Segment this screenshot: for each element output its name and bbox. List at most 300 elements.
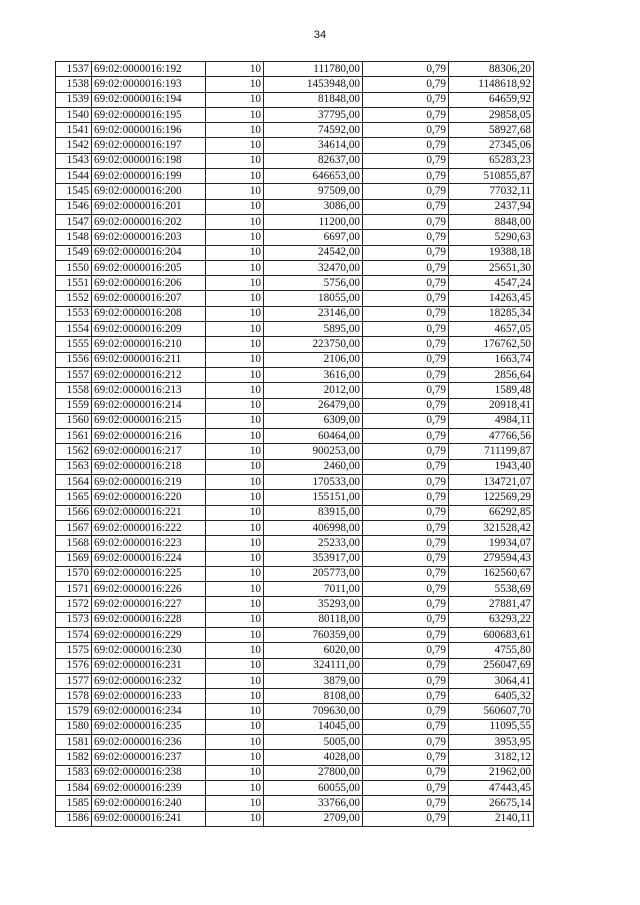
- row-number-cell: 1576: [56, 658, 92, 673]
- result-cell: 19934,07: [449, 536, 534, 551]
- table-row: [56, 658, 534, 673]
- result-cell: 25651,30: [449, 260, 534, 275]
- coefficient-cell: 0,79: [363, 260, 449, 275]
- cadastral-number-cell: 69:02:0000016:232: [92, 673, 206, 688]
- row-number-cell: 1547: [56, 214, 92, 229]
- result-cell: 321528,42: [449, 520, 534, 535]
- row-number-cell: 1579: [56, 704, 92, 719]
- table-row: [56, 597, 534, 612]
- group-cell: 10: [206, 184, 264, 199]
- coefficient-cell: 0,79: [363, 398, 449, 413]
- result-cell: 1943,40: [449, 459, 534, 474]
- cadastral-number-cell: 69:02:0000016:207: [92, 291, 206, 306]
- result-cell: 122569,29: [449, 490, 534, 505]
- row-number-cell: 1540: [56, 107, 92, 122]
- result-cell: 88306,20: [449, 62, 534, 77]
- row-number-cell: 1570: [56, 566, 92, 581]
- coefficient-cell: 0,79: [363, 245, 449, 260]
- group-cell: 10: [206, 77, 264, 92]
- result-cell: 2140,11: [449, 811, 534, 826]
- result-cell: 58927,68: [449, 123, 534, 138]
- result-cell: 560607,70: [449, 704, 534, 719]
- row-number-cell: 1557: [56, 367, 92, 382]
- group-cell: 10: [206, 475, 264, 490]
- row-number-cell: 1550: [56, 260, 92, 275]
- table-row: [56, 643, 534, 658]
- table-row: [56, 138, 534, 153]
- group-cell: 10: [206, 62, 264, 77]
- row-number-cell: 1555: [56, 337, 92, 352]
- row-number-cell: 1565: [56, 490, 92, 505]
- table-row: [56, 62, 534, 77]
- row-number-cell: 1564: [56, 475, 92, 490]
- value-cell: 709630,00: [264, 704, 363, 719]
- group-cell: 10: [206, 796, 264, 811]
- cadastral-number-cell: 69:02:0000016:208: [92, 306, 206, 321]
- cadastral-number-cell: 69:02:0000016:218: [92, 459, 206, 474]
- group-cell: 10: [206, 520, 264, 535]
- value-cell: 81848,00: [264, 92, 363, 107]
- table-row: [56, 123, 534, 138]
- coefficient-cell: 0,79: [363, 352, 449, 367]
- cadastral-number-cell: 69:02:0000016:228: [92, 612, 206, 627]
- group-cell: 10: [206, 597, 264, 612]
- value-cell: 760359,00: [264, 627, 363, 642]
- row-number-cell: 1586: [56, 811, 92, 826]
- row-number-cell: 1561: [56, 429, 92, 444]
- cadastral-number-cell: 69:02:0000016:226: [92, 582, 206, 597]
- group-cell: 10: [206, 153, 264, 168]
- table-row: [56, 520, 534, 535]
- table-row: [56, 245, 534, 260]
- group-cell: 10: [206, 398, 264, 413]
- value-cell: 26479,00: [264, 398, 363, 413]
- row-number-cell: 1573: [56, 612, 92, 627]
- result-cell: 66292,85: [449, 505, 534, 520]
- row-number-cell: 1571: [56, 582, 92, 597]
- coefficient-cell: 0,79: [363, 750, 449, 765]
- cadastral-number-cell: 69:02:0000016:202: [92, 214, 206, 229]
- cadastral-number-cell: 69:02:0000016:217: [92, 444, 206, 459]
- cadastral-number-cell: 69:02:0000016:198: [92, 153, 206, 168]
- coefficient-cell: 0,79: [363, 520, 449, 535]
- value-cell: 82637,00: [264, 153, 363, 168]
- coefficient-cell: 0,79: [363, 582, 449, 597]
- group-cell: 10: [206, 811, 264, 826]
- row-number-cell: 1544: [56, 169, 92, 184]
- table-row: [56, 367, 534, 382]
- group-cell: 10: [206, 169, 264, 184]
- value-cell: 34614,00: [264, 138, 363, 153]
- cadastral-number-cell: 69:02:0000016:229: [92, 627, 206, 642]
- coefficient-cell: 0,79: [363, 413, 449, 428]
- coefficient-cell: 0,79: [363, 475, 449, 490]
- group-cell: 10: [206, 230, 264, 245]
- coefficient-cell: 0,79: [363, 230, 449, 245]
- row-number-cell: 1554: [56, 322, 92, 337]
- result-cell: 29858,05: [449, 107, 534, 122]
- coefficient-cell: 0,79: [363, 627, 449, 642]
- value-cell: 6020,00: [264, 643, 363, 658]
- result-cell: 5290,63: [449, 230, 534, 245]
- cadastral-number-cell: 69:02:0000016:196: [92, 123, 206, 138]
- cadastral-number-cell: 69:02:0000016:203: [92, 230, 206, 245]
- group-cell: 10: [206, 138, 264, 153]
- cadastral-number-cell: 69:02:0000016:233: [92, 689, 206, 704]
- value-cell: 5895,00: [264, 322, 363, 337]
- coefficient-cell: 0,79: [363, 92, 449, 107]
- cadastral-number-cell: 69:02:0000016:199: [92, 169, 206, 184]
- coefficient-cell: 0,79: [363, 62, 449, 77]
- table-row: [56, 92, 534, 107]
- value-cell: 27800,00: [264, 765, 363, 780]
- value-cell: 1453948,00: [264, 77, 363, 92]
- cadastral-number-cell: 69:02:0000016:219: [92, 475, 206, 490]
- cadastral-number-cell: 69:02:0000016:225: [92, 566, 206, 581]
- table-row: [56, 505, 534, 520]
- row-number-cell: 1556: [56, 352, 92, 367]
- result-cell: 19388,18: [449, 245, 534, 260]
- cadastral-number-cell: 69:02:0000016:200: [92, 184, 206, 199]
- coefficient-cell: 0,79: [363, 536, 449, 551]
- coefficient-cell: 0,79: [363, 199, 449, 214]
- row-number-cell: 1566: [56, 505, 92, 520]
- result-cell: 5538,69: [449, 582, 534, 597]
- cadastral-number-cell: 69:02:0000016:192: [92, 62, 206, 77]
- row-number-cell: 1562: [56, 444, 92, 459]
- table-body: [56, 62, 534, 827]
- value-cell: 83915,00: [264, 505, 363, 520]
- coefficient-cell: 0,79: [363, 566, 449, 581]
- coefficient-cell: 0,79: [363, 153, 449, 168]
- table-row: [56, 796, 534, 811]
- row-number-cell: 1582: [56, 750, 92, 765]
- page-number: 34: [313, 29, 327, 41]
- coefficient-cell: 0,79: [363, 490, 449, 505]
- row-number-cell: 1575: [56, 643, 92, 658]
- result-cell: 77032,11: [449, 184, 534, 199]
- table-row: [56, 352, 534, 367]
- group-cell: 10: [206, 658, 264, 673]
- value-cell: 7011,00: [264, 582, 363, 597]
- result-cell: 47443,45: [449, 780, 534, 795]
- cadastral-number-cell: 69:02:0000016:215: [92, 413, 206, 428]
- coefficient-cell: 0,79: [363, 658, 449, 673]
- coefficient-cell: 0,79: [363, 184, 449, 199]
- table-row: [56, 383, 534, 398]
- group-cell: 10: [206, 750, 264, 765]
- value-cell: 324111,00: [264, 658, 363, 673]
- cadastral-number-cell: 69:02:0000016:211: [92, 352, 206, 367]
- cadastral-number-cell: 69:02:0000016:204: [92, 245, 206, 260]
- cadastral-number-cell: 69:02:0000016:234: [92, 704, 206, 719]
- row-number-cell: 1539: [56, 92, 92, 107]
- table-row: [56, 429, 534, 444]
- cadastral-number-cell: 69:02:0000016:205: [92, 260, 206, 275]
- table-row: [56, 536, 534, 551]
- row-number-cell: 1578: [56, 689, 92, 704]
- table-row: [56, 199, 534, 214]
- coefficient-cell: 0,79: [363, 322, 449, 337]
- group-cell: 10: [206, 490, 264, 505]
- result-cell: 600683,61: [449, 627, 534, 642]
- row-number-cell: 1545: [56, 184, 92, 199]
- group-cell: 10: [206, 92, 264, 107]
- result-cell: 4657,05: [449, 322, 534, 337]
- result-cell: 11095,55: [449, 719, 534, 734]
- table-row: [56, 490, 534, 505]
- table-row: [56, 689, 534, 704]
- value-cell: 223750,00: [264, 337, 363, 352]
- result-cell: 279594,43: [449, 551, 534, 566]
- coefficient-cell: 0,79: [363, 735, 449, 750]
- result-cell: 2856,64: [449, 367, 534, 382]
- result-cell: 162560,67: [449, 566, 534, 581]
- row-number-cell: 1569: [56, 551, 92, 566]
- group-cell: 10: [206, 689, 264, 704]
- table-row: [56, 811, 534, 826]
- row-number-cell: 1551: [56, 276, 92, 291]
- coefficient-cell: 0,79: [363, 169, 449, 184]
- value-cell: 6697,00: [264, 230, 363, 245]
- row-number-cell: 1537: [56, 62, 92, 77]
- coefficient-cell: 0,79: [363, 597, 449, 612]
- row-number-cell: 1577: [56, 673, 92, 688]
- value-cell: 25233,00: [264, 536, 363, 551]
- table-row: [56, 612, 534, 627]
- cadastral-number-cell: 69:02:0000016:235: [92, 719, 206, 734]
- table-row: [56, 673, 534, 688]
- row-number-cell: 1560: [56, 413, 92, 428]
- group-cell: 10: [206, 444, 264, 459]
- coefficient-cell: 0,79: [363, 704, 449, 719]
- cadastral-number-cell: 69:02:0000016:239: [92, 780, 206, 795]
- coefficient-cell: 0,79: [363, 107, 449, 122]
- result-cell: 64659,92: [449, 92, 534, 107]
- cadastral-number-cell: 69:02:0000016:227: [92, 597, 206, 612]
- table-row: [56, 780, 534, 795]
- value-cell: 2460,00: [264, 459, 363, 474]
- value-cell: 155151,00: [264, 490, 363, 505]
- value-cell: 900253,00: [264, 444, 363, 459]
- value-cell: 406998,00: [264, 520, 363, 535]
- cadastral-number-cell: 69:02:0000016:212: [92, 367, 206, 382]
- value-cell: 24542,00: [264, 245, 363, 260]
- group-cell: 10: [206, 612, 264, 627]
- cadastral-number-cell: 69:02:0000016:214: [92, 398, 206, 413]
- group-cell: 10: [206, 352, 264, 367]
- cadastral-number-cell: 69:02:0000016:210: [92, 337, 206, 352]
- result-cell: 4755,80: [449, 643, 534, 658]
- row-number-cell: 1580: [56, 719, 92, 734]
- row-number-cell: 1549: [56, 245, 92, 260]
- coefficient-cell: 0,79: [363, 306, 449, 321]
- cadastral-number-cell: 69:02:0000016:209: [92, 322, 206, 337]
- coefficient-cell: 0,79: [363, 214, 449, 229]
- cadastral-number-cell: 69:02:0000016:224: [92, 551, 206, 566]
- table-row: [56, 551, 534, 566]
- cadastral-number-cell: 69:02:0000016:231: [92, 658, 206, 673]
- table-row: [56, 719, 534, 734]
- result-cell: 1148618,92: [449, 77, 534, 92]
- result-cell: 4547,24: [449, 276, 534, 291]
- cadastral-number-cell: 69:02:0000016:194: [92, 92, 206, 107]
- table-row: [56, 750, 534, 765]
- value-cell: 8108,00: [264, 689, 363, 704]
- value-cell: 2012,00: [264, 383, 363, 398]
- row-number-cell: 1558: [56, 383, 92, 398]
- cadastral-number-cell: 69:02:0000016:222: [92, 520, 206, 535]
- cadastral-number-cell: 69:02:0000016:241: [92, 811, 206, 826]
- row-number-cell: 1543: [56, 153, 92, 168]
- cadastral-number-cell: 69:02:0000016:220: [92, 490, 206, 505]
- row-number-cell: 1563: [56, 459, 92, 474]
- group-cell: 10: [206, 643, 264, 658]
- value-cell: 74592,00: [264, 123, 363, 138]
- group-cell: 10: [206, 459, 264, 474]
- coefficient-cell: 0,79: [363, 689, 449, 704]
- group-cell: 10: [206, 719, 264, 734]
- coefficient-cell: 0,79: [363, 429, 449, 444]
- table-row: [56, 184, 534, 199]
- group-cell: 10: [206, 322, 264, 337]
- coefficient-cell: 0,79: [363, 337, 449, 352]
- result-cell: 3182,12: [449, 750, 534, 765]
- group-cell: 10: [206, 199, 264, 214]
- result-cell: 27345,06: [449, 138, 534, 153]
- coefficient-cell: 0,79: [363, 719, 449, 734]
- coefficient-cell: 0,79: [363, 276, 449, 291]
- group-cell: 10: [206, 429, 264, 444]
- group-cell: 10: [206, 566, 264, 581]
- result-cell: 510855,87: [449, 169, 534, 184]
- table-row: [56, 566, 534, 581]
- result-cell: 4984,11: [449, 413, 534, 428]
- coefficient-cell: 0,79: [363, 367, 449, 382]
- group-cell: 10: [206, 383, 264, 398]
- value-cell: 33766,00: [264, 796, 363, 811]
- group-cell: 10: [206, 367, 264, 382]
- cadastral-number-cell: 69:02:0000016:216: [92, 429, 206, 444]
- result-cell: 134721,07: [449, 475, 534, 490]
- cadastral-value-table: [55, 61, 534, 827]
- table-row: [56, 765, 534, 780]
- cadastral-number-cell: 69:02:0000016:197: [92, 138, 206, 153]
- group-cell: 10: [206, 765, 264, 780]
- cadastral-number-cell: 69:02:0000016:240: [92, 796, 206, 811]
- value-cell: 97509,00: [264, 184, 363, 199]
- row-number-cell: 1548: [56, 230, 92, 245]
- result-cell: 2437,94: [449, 199, 534, 214]
- table-row: [56, 444, 534, 459]
- table-row: [56, 398, 534, 413]
- cadastral-number-cell: 69:02:0000016:223: [92, 536, 206, 551]
- table-row: [56, 627, 534, 642]
- group-cell: 10: [206, 704, 264, 719]
- cadastral-number-cell: 69:02:0000016:206: [92, 276, 206, 291]
- value-cell: 60464,00: [264, 429, 363, 444]
- value-cell: 353917,00: [264, 551, 363, 566]
- row-number-cell: 1542: [56, 138, 92, 153]
- value-cell: 5756,00: [264, 276, 363, 291]
- row-number-cell: 1583: [56, 765, 92, 780]
- result-cell: 27881,47: [449, 597, 534, 612]
- value-cell: 60055,00: [264, 780, 363, 795]
- row-number-cell: 1568: [56, 536, 92, 551]
- coefficient-cell: 0,79: [363, 811, 449, 826]
- result-cell: 65283,23: [449, 153, 534, 168]
- group-cell: 10: [206, 735, 264, 750]
- result-cell: 1663,74: [449, 352, 534, 367]
- table-row: [56, 214, 534, 229]
- group-cell: 10: [206, 413, 264, 428]
- cadastral-number-cell: 69:02:0000016:236: [92, 735, 206, 750]
- group-cell: 10: [206, 780, 264, 795]
- table-row: [56, 107, 534, 122]
- table-row: [56, 77, 534, 92]
- table-row: [56, 704, 534, 719]
- coefficient-cell: 0,79: [363, 77, 449, 92]
- result-cell: 20918,41: [449, 398, 534, 413]
- table-row: [56, 475, 534, 490]
- table-row: [56, 322, 534, 337]
- group-cell: 10: [206, 276, 264, 291]
- coefficient-cell: 0,79: [363, 291, 449, 306]
- row-number-cell: 1572: [56, 597, 92, 612]
- result-cell: 6405,32: [449, 689, 534, 704]
- cadastral-number-cell: 69:02:0000016:230: [92, 643, 206, 658]
- result-cell: 26675,14: [449, 796, 534, 811]
- value-cell: 3879,00: [264, 673, 363, 688]
- value-cell: 5005,00: [264, 735, 363, 750]
- table-row: [56, 153, 534, 168]
- table-row: [56, 337, 534, 352]
- coefficient-cell: 0,79: [363, 643, 449, 658]
- row-number-cell: 1574: [56, 627, 92, 642]
- row-number-cell: 1584: [56, 780, 92, 795]
- value-cell: 80118,00: [264, 612, 363, 627]
- group-cell: 10: [206, 551, 264, 566]
- value-cell: 37795,00: [264, 107, 363, 122]
- coefficient-cell: 0,79: [363, 459, 449, 474]
- coefficient-cell: 0,79: [363, 551, 449, 566]
- row-number-cell: 1585: [56, 796, 92, 811]
- group-cell: 10: [206, 291, 264, 306]
- result-cell: 1589,48: [449, 383, 534, 398]
- cadastral-number-cell: 69:02:0000016:195: [92, 107, 206, 122]
- coefficient-cell: 0,79: [363, 505, 449, 520]
- group-cell: 10: [206, 214, 264, 229]
- value-cell: 35293,00: [264, 597, 363, 612]
- group-cell: 10: [206, 306, 264, 321]
- row-number-cell: 1567: [56, 520, 92, 535]
- coefficient-cell: 0,79: [363, 138, 449, 153]
- result-cell: 711199,87: [449, 444, 534, 459]
- row-number-cell: 1581: [56, 735, 92, 750]
- cadastral-number-cell: 69:02:0000016:193: [92, 77, 206, 92]
- row-number-cell: 1541: [56, 123, 92, 138]
- value-cell: 2709,00: [264, 811, 363, 826]
- value-cell: 3086,00: [264, 199, 363, 214]
- group-cell: 10: [206, 107, 264, 122]
- table-row: [56, 169, 534, 184]
- value-cell: 205773,00: [264, 566, 363, 581]
- coefficient-cell: 0,79: [363, 612, 449, 627]
- value-cell: 11200,00: [264, 214, 363, 229]
- value-cell: 2106,00: [264, 352, 363, 367]
- result-cell: 256047,69: [449, 658, 534, 673]
- group-cell: 10: [206, 123, 264, 138]
